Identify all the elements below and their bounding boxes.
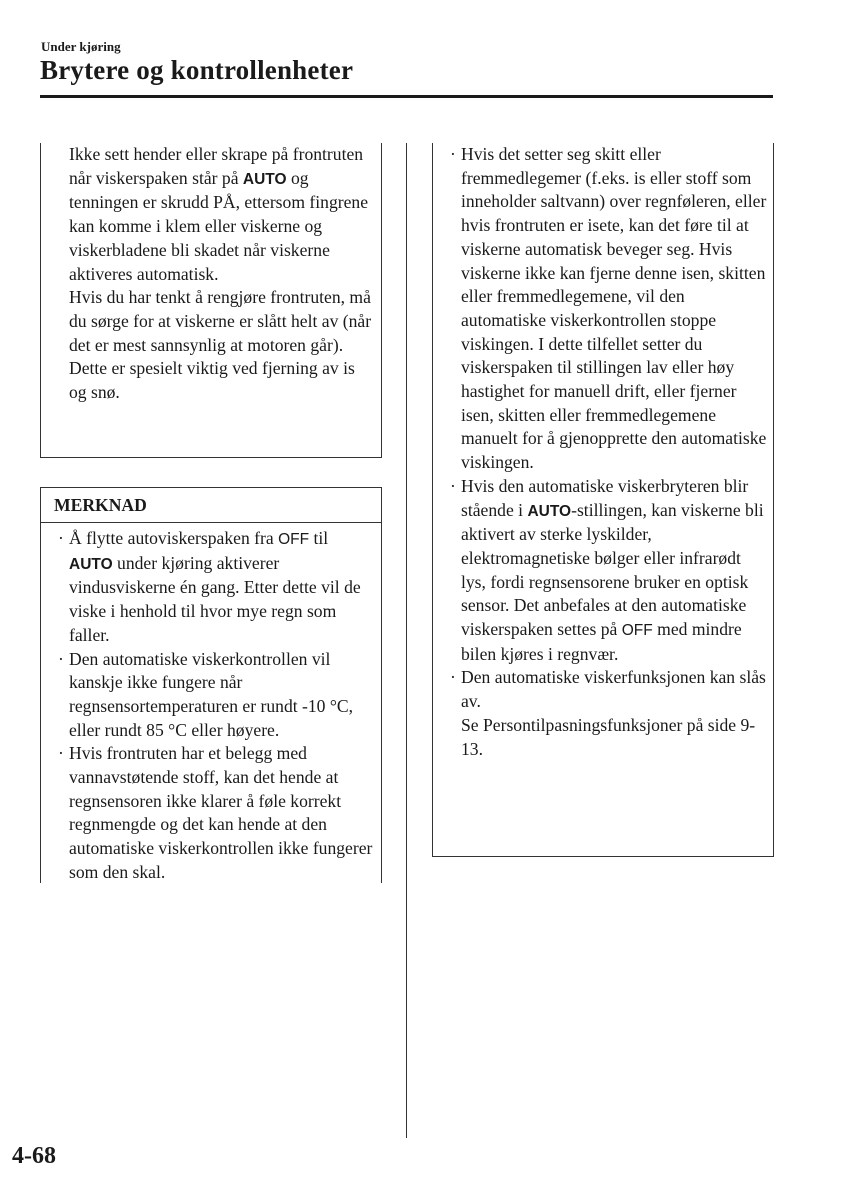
bullet-icon: · — [58, 648, 64, 669]
auto-label: AUTO — [242, 170, 287, 188]
caution-box — [40, 143, 382, 458]
bullet-icon: · — [58, 743, 64, 764]
list-item: · Hvis den automatiske viskerbryteren blir stående i AUTO-stillingen, kan viskerne bli aktivert av sterke lyskilder, elektromagnetiske bølger eller infrarødt lys, fordi regnsensorene bruker en optisk sensor. Det anbefales at den automatiske viskerspaken settes på OFF med mindre bilen kjøres i regnvær. — [450, 475, 764, 664]
bullet-icon: · — [450, 667, 456, 688]
note-list — [41, 523, 381, 885]
caution-paragraph-2: Hvis du har tenkt å rengjøre frontruten, må du sørge for at viskerne er slått helt av (når det er mest sannsynlig at motoren går). Dette er spesielt viktig ved fjerning av is og snø. — [69, 287, 372, 403]
bullet-icon: · — [450, 475, 456, 496]
auto-label: AUTO — [69, 555, 113, 573]
page-number: 4-68 — [12, 1143, 56, 1169]
see-also-reference: Se Persontilpasningsfunksjoner på side 9-13. — [461, 714, 756, 759]
caution-text — [69, 143, 374, 405]
column-divider — [406, 143, 407, 1138]
bullet-icon: · — [450, 144, 456, 164]
bullet-icon: · — [58, 528, 64, 548]
list-item: · Hvis frontruten har et belegg med vannavstøtende stoff, kan det hende at regnsensoren ikke klarer å føle korrekt regnmengde og det kan hende at den automatiske viskerkontrollen ikke fungerer som den skal. — [58, 743, 373, 882]
auto-label: AUTO — [527, 502, 572, 520]
list-item: · Hvis det setter seg skitt eller fremmedlegemer (f.eks. is eller stoff som inneholder saltvann) over regnføleren, eller hvis frontruten er isete, kan det føre til at viskerne automatisk beveger seg. Hvis viskerne ikke kan fjerne denne isen, skitten eller fremmedlegemene, vil den automatiske viskerkontrollen stoppe viskingen. I dette tilfellet setter du viskerspaken til stillingen lav eller høy hastighet for manuell drift, eller fjerner isen, skitten eller fremmedlegemene manuelt for å gjenopprette den automatiske viskingen. — [450, 144, 767, 473]
list-item: · Den automatiske viskerfunksjonen kan slås av. Se Persontilpasningsfunksjoner på side 9-13. — [450, 667, 766, 759]
title-rule — [40, 95, 773, 98]
page-title: Brytere og kontrollenheter — [40, 55, 354, 85]
list-item: · Den automatiske viskerkontrollen vil kanskje ikke fungere når regnsensortemperaturen er rundt -10 °C, eller rundt 85 °C eller høyere. — [58, 648, 354, 740]
list-item: · Å flytte autoviskerspaken fra OFF til AUTO under kjøring aktiverer vindusviskerne én gang. Etter dette vil de viske i henhold til hvor mye regn som faller. — [58, 528, 361, 645]
off-label: OFF — [621, 622, 653, 640]
note-heading: MERKNAD — [41, 488, 381, 523]
right-note-list — [433, 143, 773, 761]
caution-paragraph-1: Ikke sett hender eller skrape på frontruten når viskerspaken står på AUTO og tenningen er skrudd PÅ, ettersom fingrene kan komme i klem eller viskerne og viskerbladene bli skadet når viskerne aktiveres automatisk. — [69, 144, 369, 284]
section-label: Under kjøring — [41, 39, 121, 54]
note-box — [40, 487, 382, 883]
off-label: OFF — [278, 531, 310, 548]
right-note-box — [432, 143, 774, 857]
